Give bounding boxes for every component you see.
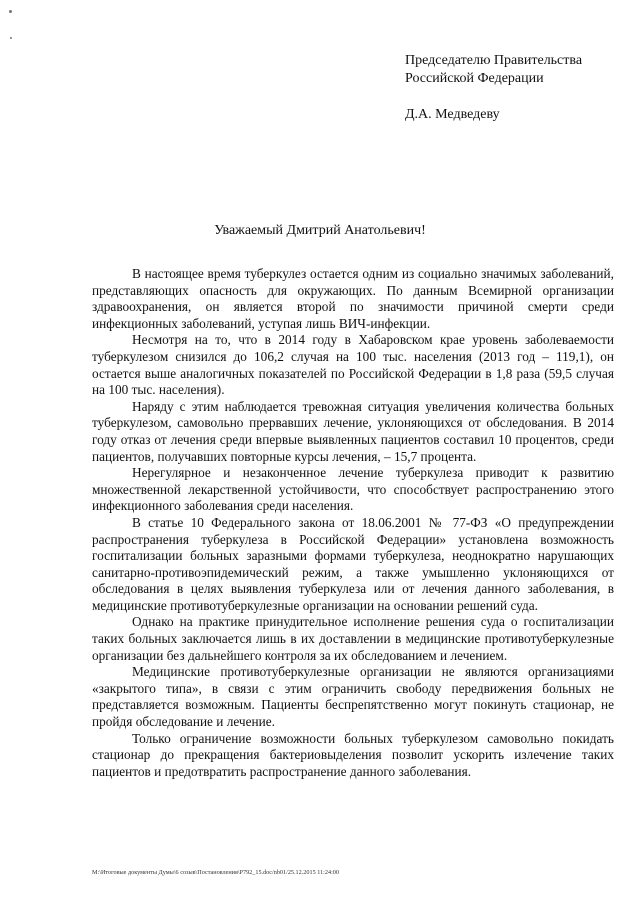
scan-speck xyxy=(10,37,12,39)
addressee-name: Д.А. Медведеву xyxy=(405,107,500,122)
addressee-line-1: Председателю Правительства xyxy=(405,53,583,68)
paragraph: Нерегулярное и незаконченное лечение туберкулеза приводит к развитию множественной лекарственной устойчивости, что способствует распространению этого инфекционного заболевания среди населения. xyxy=(92,465,614,514)
paragraph: В статье 10 Федерального закона от 18.06.2001 № 77-ФЗ «О предупреждении распространения туберкулеза в Российской Федерации» установлена возможность госпитализации больных заразными формами туберкулеза, неоднократно нарушающих санитарно-противоэпидемический режим, а также умышленно уклоняющихся от обследования в целях выявления туберкулеза или от лечения данного заболевания, в медицинские противотуберкулезные организации на основании решений суда. xyxy=(92,514,614,613)
paragraph: Несмотря на то, что в 2014 году в Хабаровском крае уровень заболеваемости туберкулезом снизился до 106,2 случая на 100 тыс. населения (2013 год – 119,1), он остается выше аналогичных показателей по Российской Федерации в 1,8 раза (59,5 случая на 100 тыс. населения). xyxy=(92,332,614,398)
paragraph: Наряду с этим наблюдается тревожная ситуация увеличения количества больных туберкулезом, самовольно прервавших лечение, уклоняющихся от обследования. В 2014 году отказ от лечения среди впервые выявленных пациентов составил 10 процентов, среди пациентов, получавших повторные курсы лечения, – 15,7 процента. xyxy=(92,398,614,464)
paragraph: Однако на практике принудительное исполнение решения суда о госпитализации таких больных заключается лишь в их доставлении в медицинские противотуберкулезные организации без дальнейшего контроля за их обследованием и лечением. xyxy=(92,614,614,663)
addressee-block xyxy=(405,52,630,124)
addressee-line-2: Российской Федерации xyxy=(405,71,544,86)
scan-speck xyxy=(9,10,12,13)
file-path-footer: M:\Итоговые документы Думы\6 созыв\Постановления\P792_15.doc/nb01/25.12.2015 11:24:00 xyxy=(92,869,339,876)
paragraph: В настоящее время туберкулез остается одним из социально значимых заболеваний, представляющих опасность для окружающих. По данным Всемирной организации здравоохранения, он является второй по значимости причиной смерти среди инфекционных заболеваний, уступая лишь ВИЧ-инфекции. xyxy=(92,266,614,331)
letter-body xyxy=(92,266,614,780)
paragraph: Только ограничение возможности больных туберкулезом самовольно покидать стационар до прекращения бактериовыделения позволит ускорить излечение таких пациентов и предотвратить распространение данного заболевания. xyxy=(92,730,614,779)
paragraph: Медицинские противотуберкулезные организации не являются организациями «закрытого типа», в связи с этим ограничить свободу передвижения больных не представляется возможным. Пациенты беспрепятственно могут покинуть стационар, не пройдя обследование и лечение. xyxy=(92,664,614,730)
salutation: Уважаемый Дмитрий Анатольевич! xyxy=(214,223,426,238)
